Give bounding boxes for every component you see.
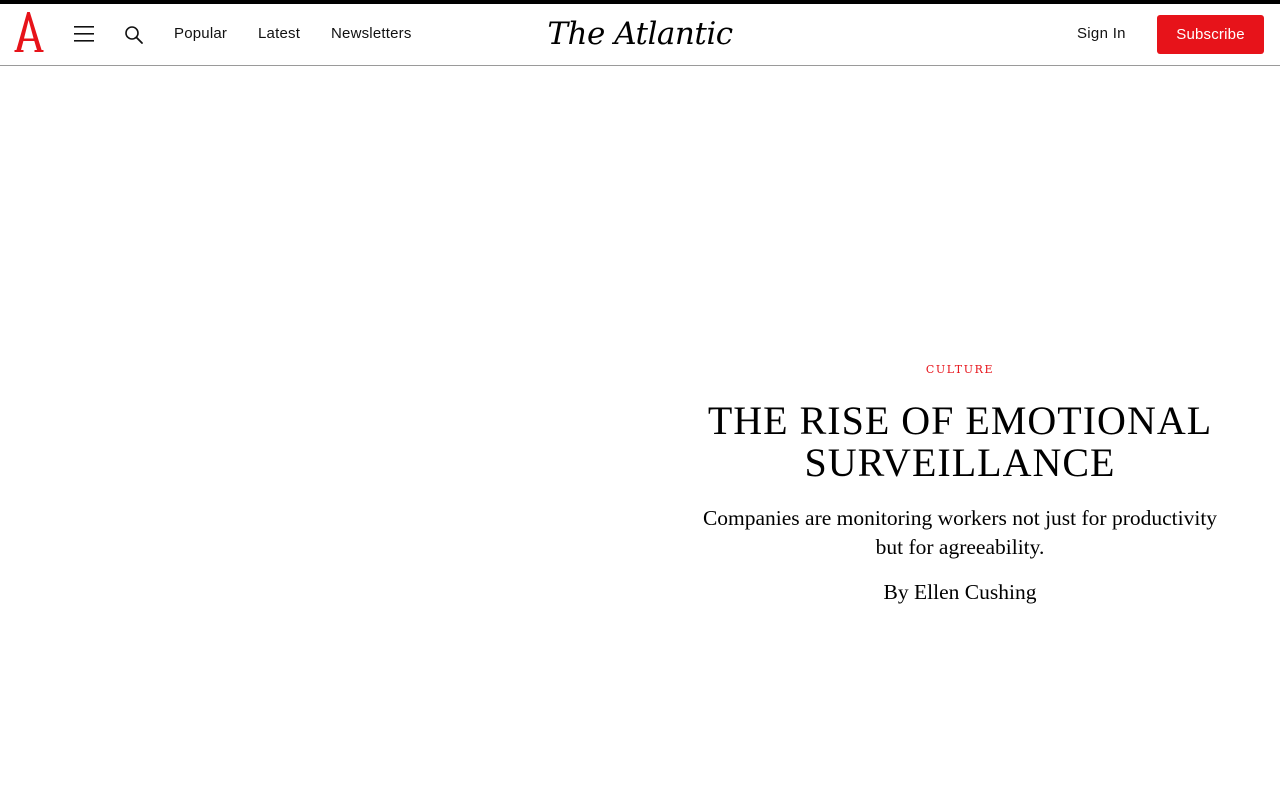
site-header xyxy=(0,4,1280,66)
nav-newsletters-link[interactable]: Newsletters xyxy=(331,25,412,42)
nav-latest-link[interactable]: Latest xyxy=(258,25,301,42)
subscribe-button[interactable]: Subscribe xyxy=(1157,15,1264,54)
hero-image xyxy=(0,66,640,800)
article-headline: THE RISE OF EMOTIONAL SURVEILLANCE xyxy=(707,398,1213,485)
article-dek: Companies are monitoring workers not just for productivity but for agreeability. xyxy=(702,506,1218,559)
search-icon[interactable] xyxy=(123,24,145,46)
section-label-link[interactable]: CULTURE xyxy=(925,363,995,376)
atlantic-logo-icon[interactable] xyxy=(14,9,44,55)
byline-prefix: By xyxy=(883,580,915,604)
article-header xyxy=(640,66,1280,800)
hamburger-icon[interactable] xyxy=(72,23,96,45)
site-wordmark[interactable]: The Atlantic xyxy=(547,16,733,52)
nav-popular-link[interactable]: Popular xyxy=(174,25,228,42)
author-link[interactable]: Ellen Cushing xyxy=(914,580,1037,604)
article-byline xyxy=(640,578,1280,606)
sign-in-link[interactable]: Sign In xyxy=(1077,25,1126,42)
